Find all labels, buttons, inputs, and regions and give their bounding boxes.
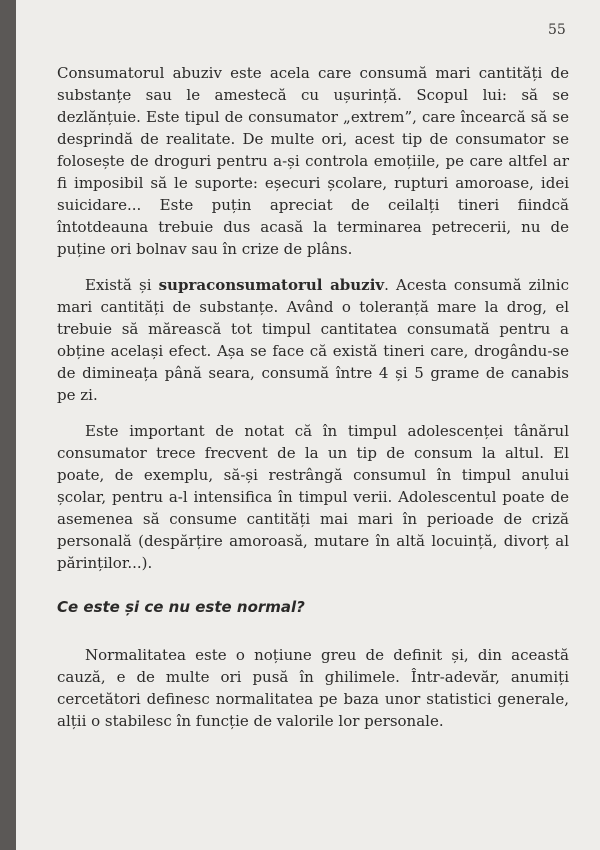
paragraph-abusive-consumer: Consumatorul abuziv este acela care consumă mari cantități de substanțe sau le amestecă cu ușurință. Scopul lui: să se dezlănțuie. Este tipul de consumator „extrem”, care încearcă să se desprindă de realitate. De multe ori, acest tip de consumator se folosește de droguri pentru a-și controla emoțiile, pe care altfel ar fi imposibil să le suporte: eșecuri școlare, rupturi amoroase, idei suicidare... Este puțin apreciat de ceilalți tineri fiindcă întotdeauna trebuie dus acasă la terminarea petrecerii, nu de puține ori bolnav sau în crize de plâns. xyxy=(57,64,569,258)
section-heading: Ce este și ce nu este normal? xyxy=(57,598,305,616)
bold-term: supraconsumatorul abuziv xyxy=(158,276,385,294)
paragraph-lead-text: Există și xyxy=(85,276,159,294)
paragraph-normality: Normalitatea este o noțiune greu de definit și, din această cauză, e de multe ori pusă în ghilimele. Într-adevăr, anumiți cercetători definesc normalitatea pe baza unor statistici generale, alții o stabilesc în funcție de valorile lor personale. xyxy=(57,646,569,730)
paragraph-super-consumer xyxy=(57,274,569,406)
page-gutter-shadow xyxy=(0,0,16,850)
page-number: 55 xyxy=(548,22,566,38)
page-body xyxy=(57,62,569,822)
paragraph-rest-text: . Acesta consumă zilnic mari cantități de substanțe. Având o toleranță mare la drog, el trebuie să mărească tot timpul cantitatea consumată pentru a obține același efect. Așa se face că există tineri care, drogându-se de dimineața până seara, consumă între 4 și 5 grame de canabis pe zi. xyxy=(57,276,570,404)
paragraph-adolescence: Este important de notat că în timpul adolescenței tânărul consumator trece frecvent de la un tip de consum la altul. El poate, de exemplu, să-și restrângă consumul în timpul anului școlar, pentru a-l intensifica în timpul verii. Adolescentul poate de asemenea să consume cantități mai mari în perioade de criză personală (despărțire amoroasă, mutare în altă locuință, divorț al părinților...). xyxy=(57,422,569,572)
